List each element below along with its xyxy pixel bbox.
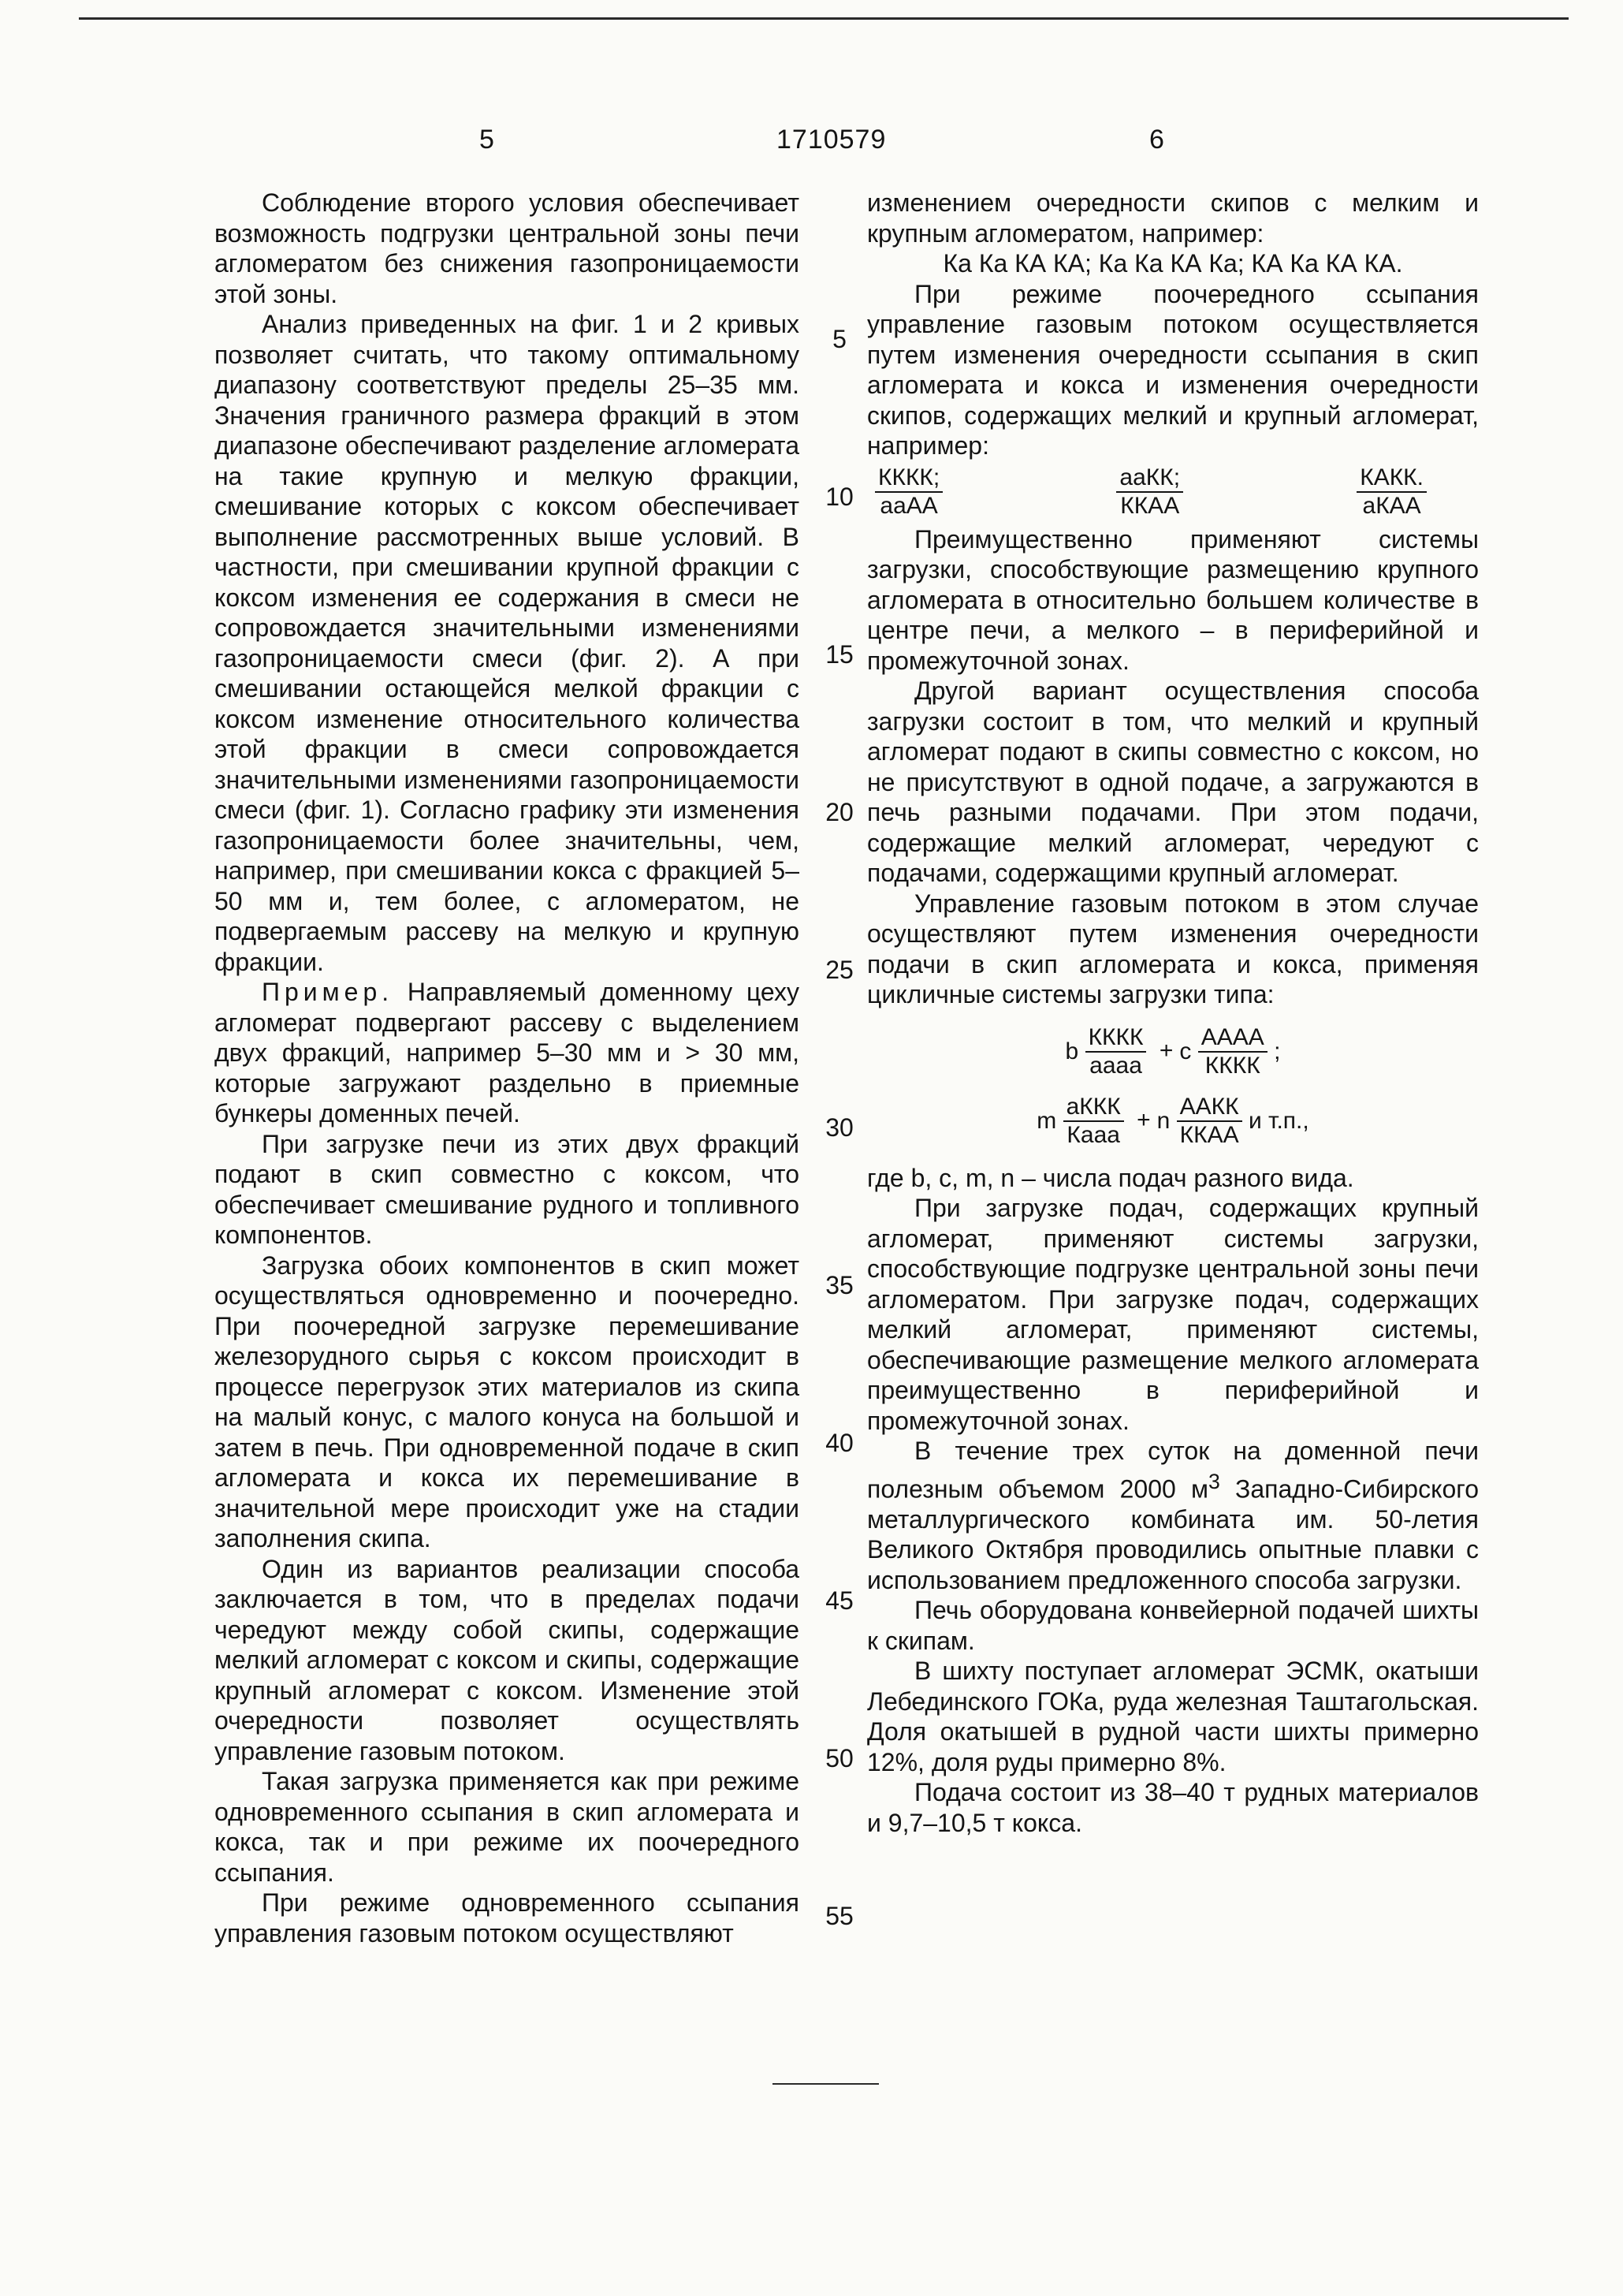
line-number: 50 xyxy=(825,1744,854,1772)
page-number-left: 5 xyxy=(479,125,495,155)
line-number: 55 xyxy=(825,1902,854,1930)
formula-2: m $\frac{\text{аККК}}{\text{Каaа}}$ + n $\frac{\text{ААКК}}{\text{ККАА}}$ и т.п., xyxy=(1037,1093,1309,1148)
paragraph: Анализ приведенных на фиг. 1 и 2 кривых позволяет считать, что такому оптимальному диапазону соответствуют пределы 25–35 мм. Значения граничного размера фракций в этом диапазоне обеспечивают разделение агломерата на такие крупную и мелкую фракции, смешивание которых с коксом обеспечивает выполнение рассмотренных выше условий. В частности, при смешивании крупной фракции с коксом изменения ее содержания в смеси не сопровождается значительными изменениями газопроницаемости смеси (фиг. 2). А при смешивании остающейся мелкой фракции с коксом изменение относительного количества этой фракции в смеси сопровождается значительными изменениями газопроницаемости смеси (фиг. 1). Согласно графику эти изменения газопроницаемости более значительны, чем, например, при смешивании кокса с фракцией 5–50 мм и, тем более, с агломератом, не подвергаемым рассеву на мелкую и крупную фракции. xyxy=(214,310,799,976)
line-number: 25 xyxy=(825,956,854,984)
left-column xyxy=(214,188,799,1948)
paragraph: Загрузка обоих компонентов в скип может осуществляться одновременно и поочередно. При поочередной загрузке перемешивание железорудного сырья с коксом происходит в процессе перегрузок этих материалов из скипа на малый конус, с малого конуса на большой и затем в печь. При одновременной подаче в скип агломерата и кокса их перемешивание в значительной мере происходит уже на стадии заполнения скипа. xyxy=(214,1250,799,1552)
paragraph: Другой вариант осуществления способа загрузки состоит в том, что мелкий и крупный агломерат подают в скипы совместно с коксом, но не присутствуют в одной подаче, а загружаются в печь разными подачами. При этом подачи, содержащие мелкий агломерат, чередуют с подачами, содержащими крупный агломерат. xyxy=(867,676,1479,887)
paragraph: Один из вариантов реализации способа заключается в том, что в пределах подачи чередуют между собой скипы, содержащие мелкий агломерат с коксом и скипы, содержащие крупный агломерат с коксом. Изменение этой очередности позволяет осуществлять управление газовым потоком. xyxy=(214,1554,799,1765)
example-paragraph xyxy=(214,977,799,1129)
paragraph: В течение трех суток на доменной печи полезным объемом 2000 $м^3$ Западно-Сибирского металлургического комбината им. 50-летия Великого Октября проводились опытные плавки с использованием предложенного способа загрузки. xyxy=(867,1437,1480,1594)
paragraph: Соблюдение второго условия обеспечивает возможность подгрузки центральной зоны печи агломератом без снижения газопроницаемости этой зоны. xyxy=(214,188,799,308)
line-number: 20 xyxy=(825,798,854,826)
paragraph: При загрузке печи из этих двух фракций подают в скип совместно с коксом, что обеспечивает смешивание рудного и топливного компонентов. xyxy=(214,1129,799,1249)
paragraph: Преимущественно применяют системы загрузки, способствующие размещению крупного агломерата в относительно большем количестве в центре печи, а мелкого – в периферийной и промежуточной зонах. xyxy=(867,524,1479,675)
top-rule-left xyxy=(79,17,899,20)
fraction: $\frac{\text{ааКК;}}{\text{ККАА}}$ xyxy=(1116,464,1183,520)
top-rule-right xyxy=(899,17,1569,20)
paragraph: В шихту поступает агломерат ЭСМК, окатыши Лебединского ГОКа, руда железная Таштагольская. Доля окатышей в рудной части шихты примерно 12%, доля руды примерно 8%. xyxy=(867,1657,1479,1776)
bottom-rule xyxy=(772,2083,879,2085)
line-number: 15 xyxy=(825,640,854,669)
fraction: $\frac{\text{КККК;}}{\text{ааАА}}$ xyxy=(875,464,943,520)
paragraph: Подача состоит из 38–40 т рудных материалов и 9,7–10,5 т кокса. xyxy=(867,1778,1479,1837)
example-text: Направляемый доменному цеху агломерат подвергают рассеву с выделением двух фракций, например 5–30 мм и > 30 мм, которые загружают раздельно в приемные бункеры доменных печей. xyxy=(214,978,799,1128)
skip-sequence: Ка Ка КА КА; Ка Ка КА Ка; КА Ка КА КА. xyxy=(943,249,1403,278)
line-number: 45 xyxy=(825,1586,854,1615)
right-column xyxy=(867,188,1479,1838)
line-number: 5 xyxy=(832,325,847,353)
paragraph: При режиме поочередного ссыпания управление газовым потоком осуществляется путем изменения очередности ссыпания в скип агломерата и кокса и изменения очередности скипов, содержащих мелкий и крупный агломерат, например: xyxy=(867,279,1479,460)
paragraph: Такая загрузка применяется как при режиме одновременного ссыпания в скип агломерата и кокса, так и при режиме их поочередного ссыпания. xyxy=(214,1767,799,1887)
paragraph: Управление газовым потоком в этом случае осуществляют путем изменения очередности подачи в скип агломерата и кокса, применяя цикличные системы загрузки типа: xyxy=(867,889,1479,1008)
page-number-right: 6 xyxy=(1149,125,1165,155)
fraction: $\frac{\text{КАКК.}}{\text{аКАА}}$ xyxy=(1357,464,1427,520)
example-label: Пример. xyxy=(262,978,394,1006)
skip-fractions xyxy=(875,464,1427,520)
line-number: 30 xyxy=(825,1113,854,1142)
paragraph: Печь оборудована конвейерной подачей шихты к скипам. xyxy=(867,1596,1479,1655)
line-number: 40 xyxy=(825,1429,854,1457)
line-number: 35 xyxy=(825,1271,854,1299)
paragraph: изменением очередности скипов с мелким и крупным агломератом, например: xyxy=(867,188,1479,248)
paragraph: При режиме одновременного ссыпания управления газовым потоком осуществляют xyxy=(214,1888,799,1948)
patent-number: 1710579 xyxy=(776,125,887,155)
formula-1: b $\frac{\text{КККК}}{\text{аааа}}$ + c $\frac{\text{АААА}}{\text{КККК}}$ ; xyxy=(1065,1023,1281,1079)
paragraph: При загрузке подач, содержащих крупный агломерат, применяют системы загрузки, способствующие подгрузке центральной зоны печи агломератом. При загрузке подач, содержащих мелкий агломерат, применяют системы, обеспечивающие размещение мелкого агломерата преимущественно в периферийной и промежуточной зонах. xyxy=(867,1194,1479,1435)
paragraph: где b, c, m, n – числа подач разного вида. xyxy=(867,1163,1354,1192)
line-number: 10 xyxy=(825,483,854,511)
